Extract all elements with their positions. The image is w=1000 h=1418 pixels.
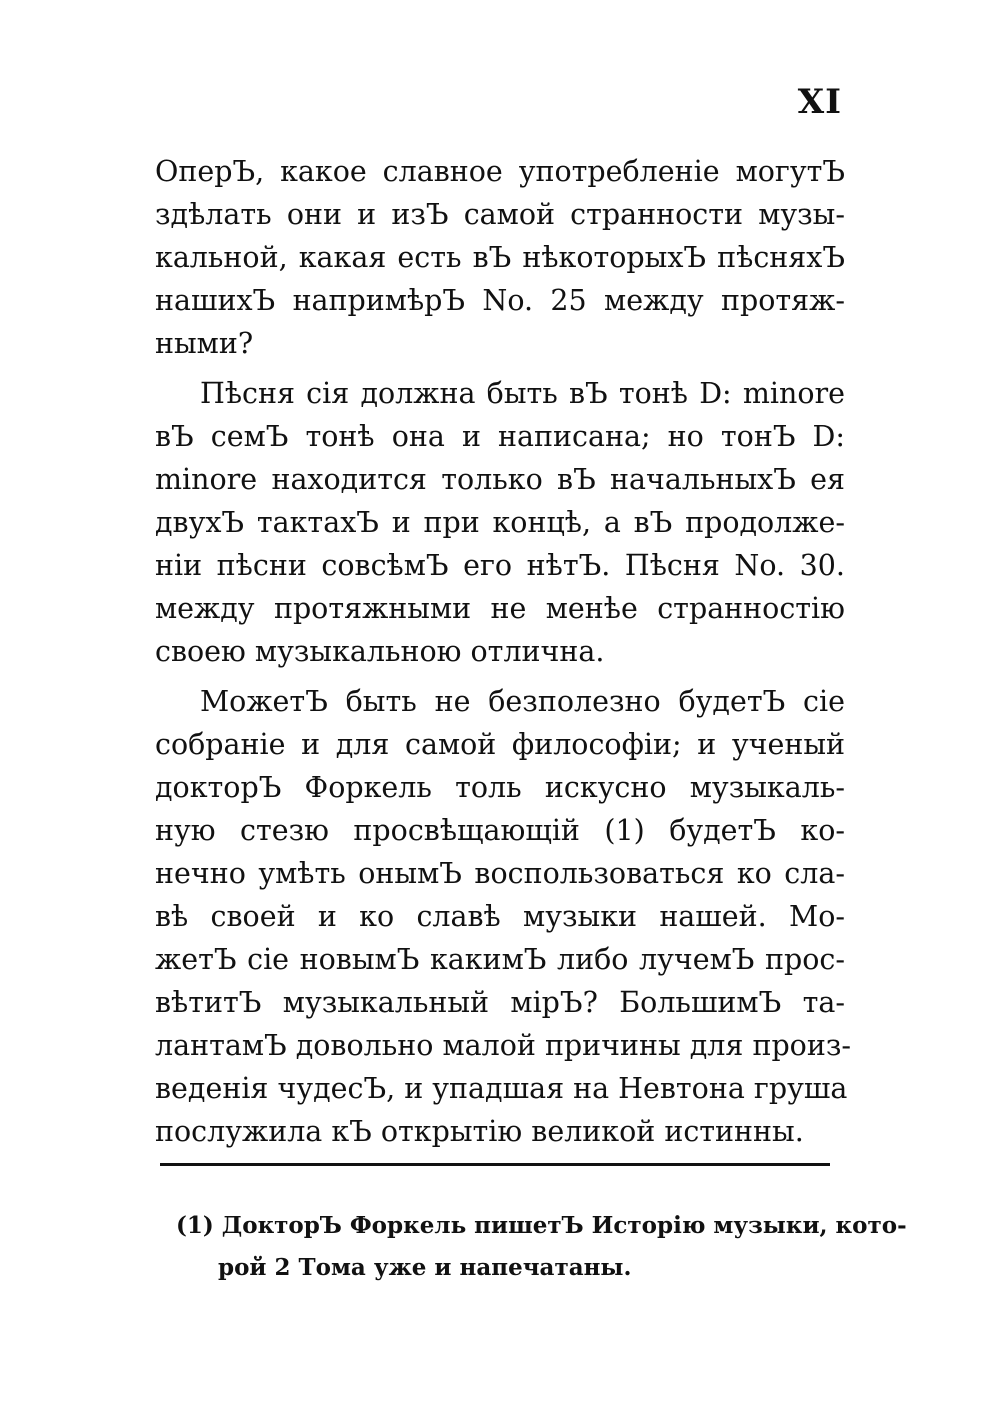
main-text [155,150,852,1153]
text-line: МожетЪ быть не безполезно будетЪ сіе [200,685,845,718]
text-line: ными? [155,327,254,360]
text-line: собраніе и для самой философіи; и ученый [155,728,845,761]
footnote-line: рой 2 Тома уже и напечатаны. [218,1254,632,1281]
footnote-line: (1) ДокторЪ Форкель пишетЪ Исторію музыки, кото- [176,1212,907,1239]
text-line: двухЪ тактахЪ и при концѣ, а вЪ продолже- [155,506,845,539]
text-line: своею музыкальною отлична. [155,635,605,668]
text-line: здѣлать они и изЪ самой странности музы- [155,198,845,231]
text-line: ную стезю просвѣщающій (1) будетЪ ко- [155,814,845,847]
page-number: XI [797,82,842,122]
text-line: кальной, какая есть вЪ нѣкоторыхЪ пѣсняхЪ [155,241,845,274]
text-line: послужила кЪ открытію великой истинны. [155,1115,804,1148]
text-line: веденія чудесЪ, и упадшая на Невтона груша [155,1072,848,1105]
paragraph-3 [155,680,852,1153]
text-line: minore находится только вЪ начальныхЪ ея [155,463,845,496]
footnote [176,1205,907,1289]
text-line: вѣтитЪ музыкальный мірЪ? БольшимЪ та- [155,986,845,1019]
text-line: между протяжными не менѣе странностію [155,592,845,625]
text-line: докторЪ Форкель толь искусно музыкаль- [155,771,845,804]
text-line: жетЪ сіе новымЪ какимЪ либо лучемЪ прос- [155,943,845,976]
text-line: нечно умѣть онымЪ воспользоваться ко сла- [155,857,845,890]
paragraph-1 [155,150,845,365]
text-line: нашихЪ напримѣрЪ No. 25 между протяж- [155,284,845,317]
footnote-divider [160,1163,830,1166]
text-line: лантамЪ довольно малой причины для произ- [155,1029,852,1062]
paragraph-2 [155,372,845,673]
text-line: вЪ семЪ тонѣ она и написана; но тонЪ D: [155,420,845,453]
text-line: ОперЪ, какое славное употребленіе могутЪ [155,155,845,188]
text-line: вѣ своей и ко славѣ музыки нашей. Мо- [155,900,845,933]
text-line: ніи пѣсни совсѣмЪ его нѣтЪ. Пѣсня No. 30. [155,549,845,582]
text-line: Пѣсня сія должна быть вЪ тонѣ D: minore [200,377,845,410]
